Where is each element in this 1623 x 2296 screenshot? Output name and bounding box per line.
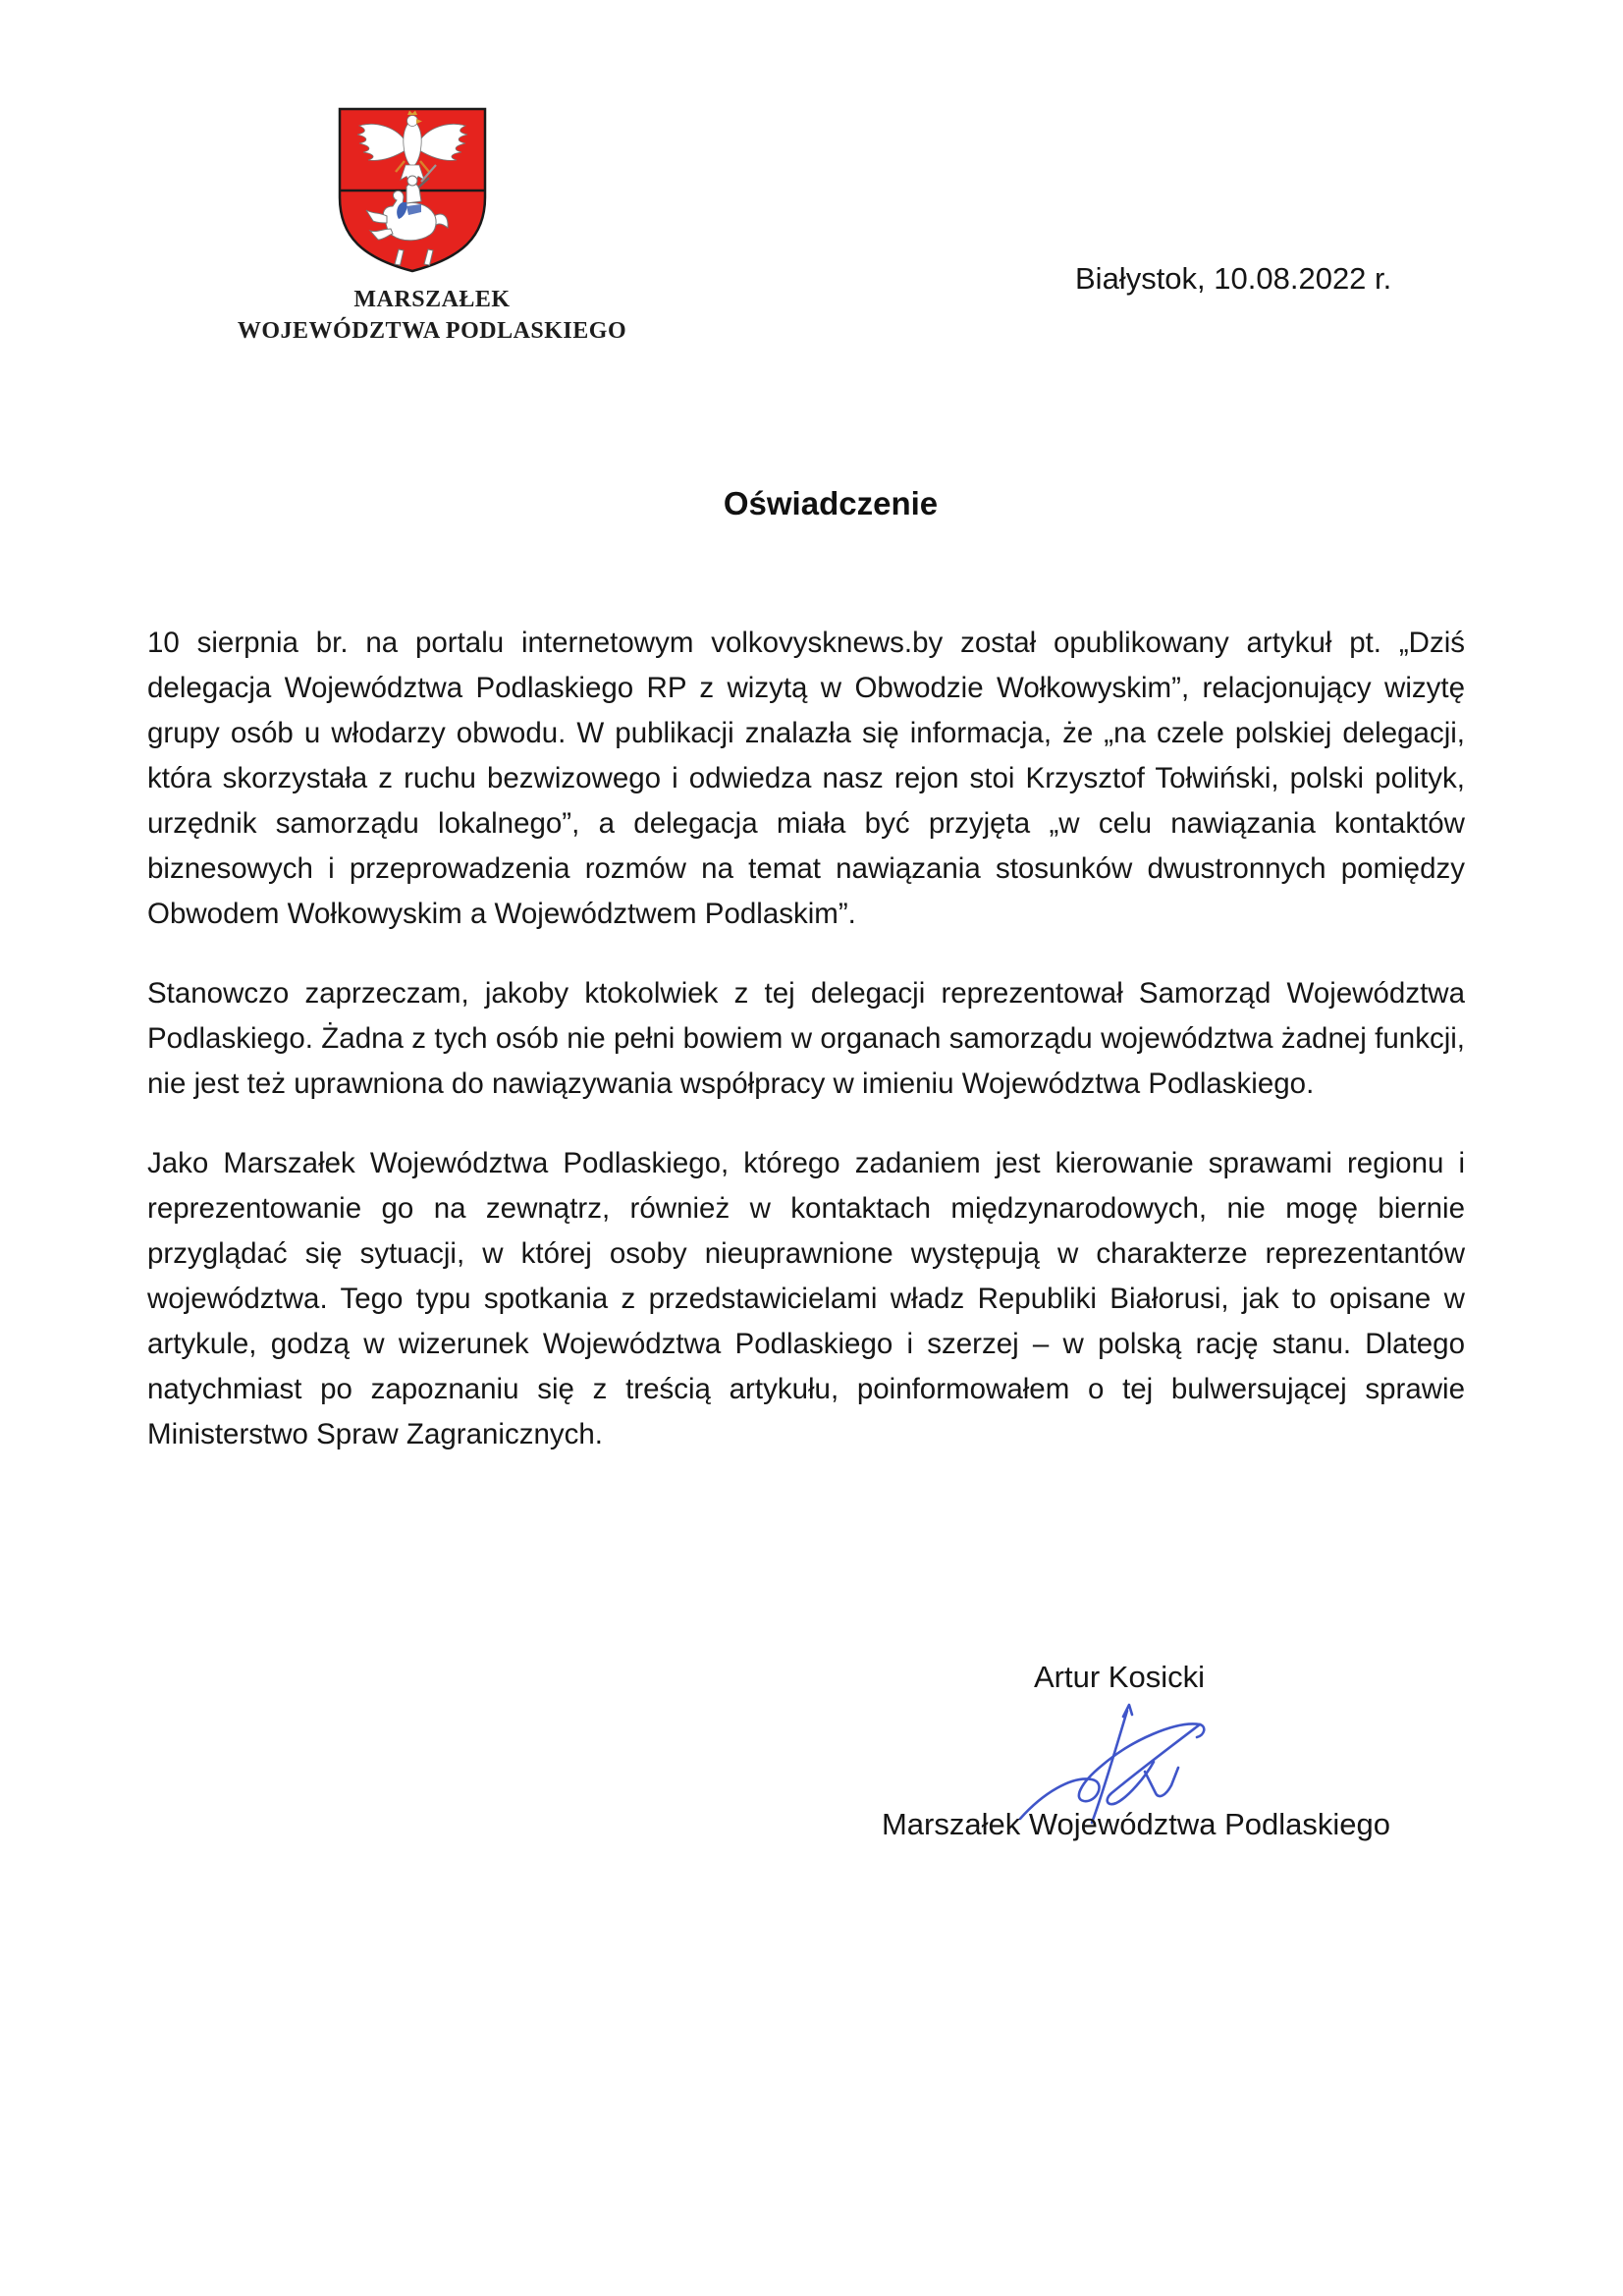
document-title: Oświadczenie xyxy=(723,485,939,521)
letter-body xyxy=(147,621,1465,1457)
letterhead-office-name xyxy=(157,284,707,347)
body-paragraph-1: 10 sierpnia br. na portalu internetowym volkovysknews.by został opublikowany artykuł pt. „Dziś delegacja Województwa Podlaskiego RP z wizytą w Obwodzie Wołkowyskim”, relacjonujący wizytę grupy osób u włodarzy obwodu. W publikacji znalazła się informacja, że „na czele polskiej delegacji, która skorzystała z ruchu bezwizowego i odwiedza nasz rejon stoi Krzysztof Tołwiński, polski polityk, urzędnik samorządu lokalnego”, a delegacja miała być przyjęta „w celu nawiązania kontaktów biznesowych i przeprowadzenia rozmów na temat nawiązania stosunków dwustronnych pomiędzy Obwodem Wołkowyskim a Województwem Podlaskim”. xyxy=(147,627,1465,930)
body-paragraph-2: Stanowczo zaprzeczam, jakoby ktokolwiek z tej delegacji reprezentował Samorząd Województwa Podlaskiego. Żadna z tych osób nie pełni bowiem w organach samorządu województwa żadnej funkcji, nie jest też uprawniona do nawiązywania współpracy w imieniu Województwa Podlaskiego. xyxy=(147,977,1465,1100)
office-line-1: MARSZAŁEK xyxy=(353,287,511,312)
signer-title: Marszałek Województwa Podlaskiego xyxy=(881,1807,1391,1841)
office-line-2: WOJEWÓDZTWA PODLASKIEGO xyxy=(237,318,627,344)
body-paragraph-3: Jako Marszałek Województwa Podlaskiego, którego zadaniem jest kierowanie sprawami regionu i reprezentowanie go na zewnątrz, również w kontaktach międzynarodowych, nie mogę biernie przyglądać się sytuacji, w której osoby nieuprawnione występują w charakterze reprezentantów województwa. Tego typu spotkania z przedstawicielami władz Republiki Białorusi, jak to opisane w artykule, godzą w wizerunek Województwa Podlaskiego i szerzej – w polską rację stanu. Dlatego natychmiast po zapoznaniu się z treścią artykułu, poinformowałem o tej bulwersującej sprawie Ministerstwo Spraw Zagranicznych. xyxy=(147,1147,1465,1450)
coat-of-arms-icon xyxy=(334,104,491,275)
signer-name: Artur Kosicki xyxy=(1034,1660,1205,1694)
place-and-date: Białystok, 10.08.2022 r. xyxy=(1075,261,1392,296)
